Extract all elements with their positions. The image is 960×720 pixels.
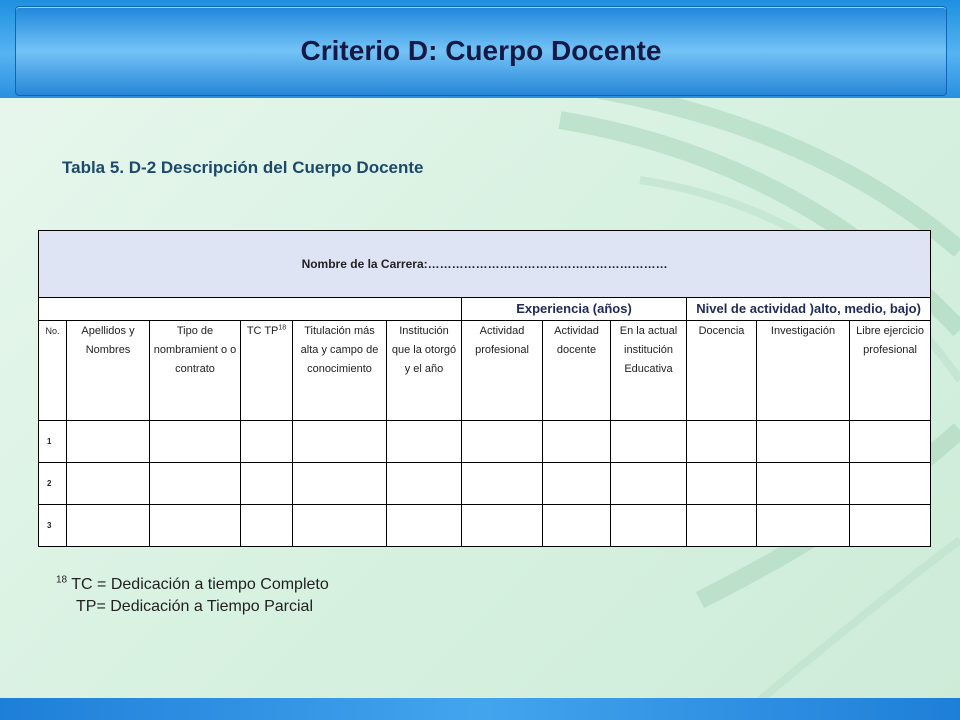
- table-cell: [387, 421, 462, 463]
- footnote: [56, 574, 329, 618]
- table-cell: [687, 463, 757, 505]
- title-bar: [0, 0, 960, 98]
- table-cell: [293, 421, 387, 463]
- table-cell: [462, 421, 543, 463]
- table-cell: [687, 421, 757, 463]
- table-cell: [387, 463, 462, 505]
- col-header-tipo: Tipo de nombramient o o contrato: [150, 321, 241, 421]
- table-cell: [757, 421, 850, 463]
- col-header-apellidos: Apellidos y Nombres: [67, 321, 150, 421]
- footnote-line-2: TP= Dedicación a Tiempo Parcial: [76, 598, 313, 615]
- table-cell: [293, 463, 387, 505]
- col-header-titulacion: Titulación más alta y campo de conocimiento: [293, 321, 387, 421]
- table-row: [39, 421, 931, 463]
- footnote-line-1: [56, 574, 329, 596]
- table-cell: [850, 421, 931, 463]
- col-header-act-profesional: Actividad profesional: [462, 321, 543, 421]
- table-cell: [67, 421, 150, 463]
- tc-tp-footnote-ref: 18: [278, 324, 287, 332]
- row-number: 1: [39, 421, 67, 463]
- table-cell: [67, 463, 150, 505]
- group-header-row: [39, 298, 931, 321]
- table-cell: [611, 463, 687, 505]
- col-header-tc-tp-label: TC TP: [246, 325, 279, 337]
- carrera-name-cell: Nombre de la Carrera:……………………………………………………: [39, 231, 931, 298]
- table-cell: [611, 421, 687, 463]
- table-cell: [293, 505, 387, 547]
- footnote-number: 18: [56, 574, 68, 586]
- table-cell: [462, 505, 543, 547]
- table-cell: [543, 421, 611, 463]
- table-cell: [150, 505, 241, 547]
- col-header-act-docente: Actividad docente: [543, 321, 611, 421]
- table-cell: [611, 505, 687, 547]
- bottom-bar: [0, 698, 960, 720]
- table-title: Tabla 5. D-2 Descripción del Cuerpo Docente: [62, 158, 424, 177]
- table-row: [39, 463, 931, 505]
- faculty-table: [38, 230, 931, 547]
- table-cell: [241, 463, 293, 505]
- table-cell: [543, 463, 611, 505]
- table-cell: [241, 505, 293, 547]
- table-cell: [67, 505, 150, 547]
- table-cell: [150, 421, 241, 463]
- col-header-institucion: Institución que la otorgó y el año: [387, 321, 462, 421]
- group-header-nivel: Nivel de actividad )alto, medio, bajo): [687, 298, 931, 321]
- slide-title: Criterio D: Cuerpo Docente: [300, 35, 662, 66]
- col-header-libre-ejercicio: Libre ejercicio profesional: [850, 321, 931, 421]
- title-box: [15, 6, 947, 96]
- table-row: [39, 505, 931, 547]
- column-header-row: [39, 321, 931, 421]
- col-header-investigacion: Investigación: [757, 321, 850, 421]
- table-cell: [150, 463, 241, 505]
- footnote-text-1: TC = Dedicación a tiempo Completo: [71, 576, 329, 593]
- table-cell: [850, 463, 931, 505]
- group-header-experiencia: Experiencia (años): [462, 298, 687, 321]
- carrera-row: [39, 231, 931, 298]
- col-header-tc-tp: [241, 321, 293, 421]
- col-header-actual-institucion: En la actual institución Educativa: [611, 321, 687, 421]
- table-cell: [543, 505, 611, 547]
- group-header-empty: [39, 298, 462, 321]
- table-cell: [687, 505, 757, 547]
- row-number: 3: [39, 505, 67, 547]
- faculty-table-wrapper: [38, 230, 930, 547]
- table-cell: [757, 505, 850, 547]
- table-cell: [241, 421, 293, 463]
- table-cell: [387, 505, 462, 547]
- table-cell: [462, 463, 543, 505]
- row-number: 2: [39, 463, 67, 505]
- table-cell: [850, 505, 931, 547]
- table-cell: [757, 463, 850, 505]
- col-header-no: No.: [39, 321, 67, 421]
- col-header-docencia: Docencia: [687, 321, 757, 421]
